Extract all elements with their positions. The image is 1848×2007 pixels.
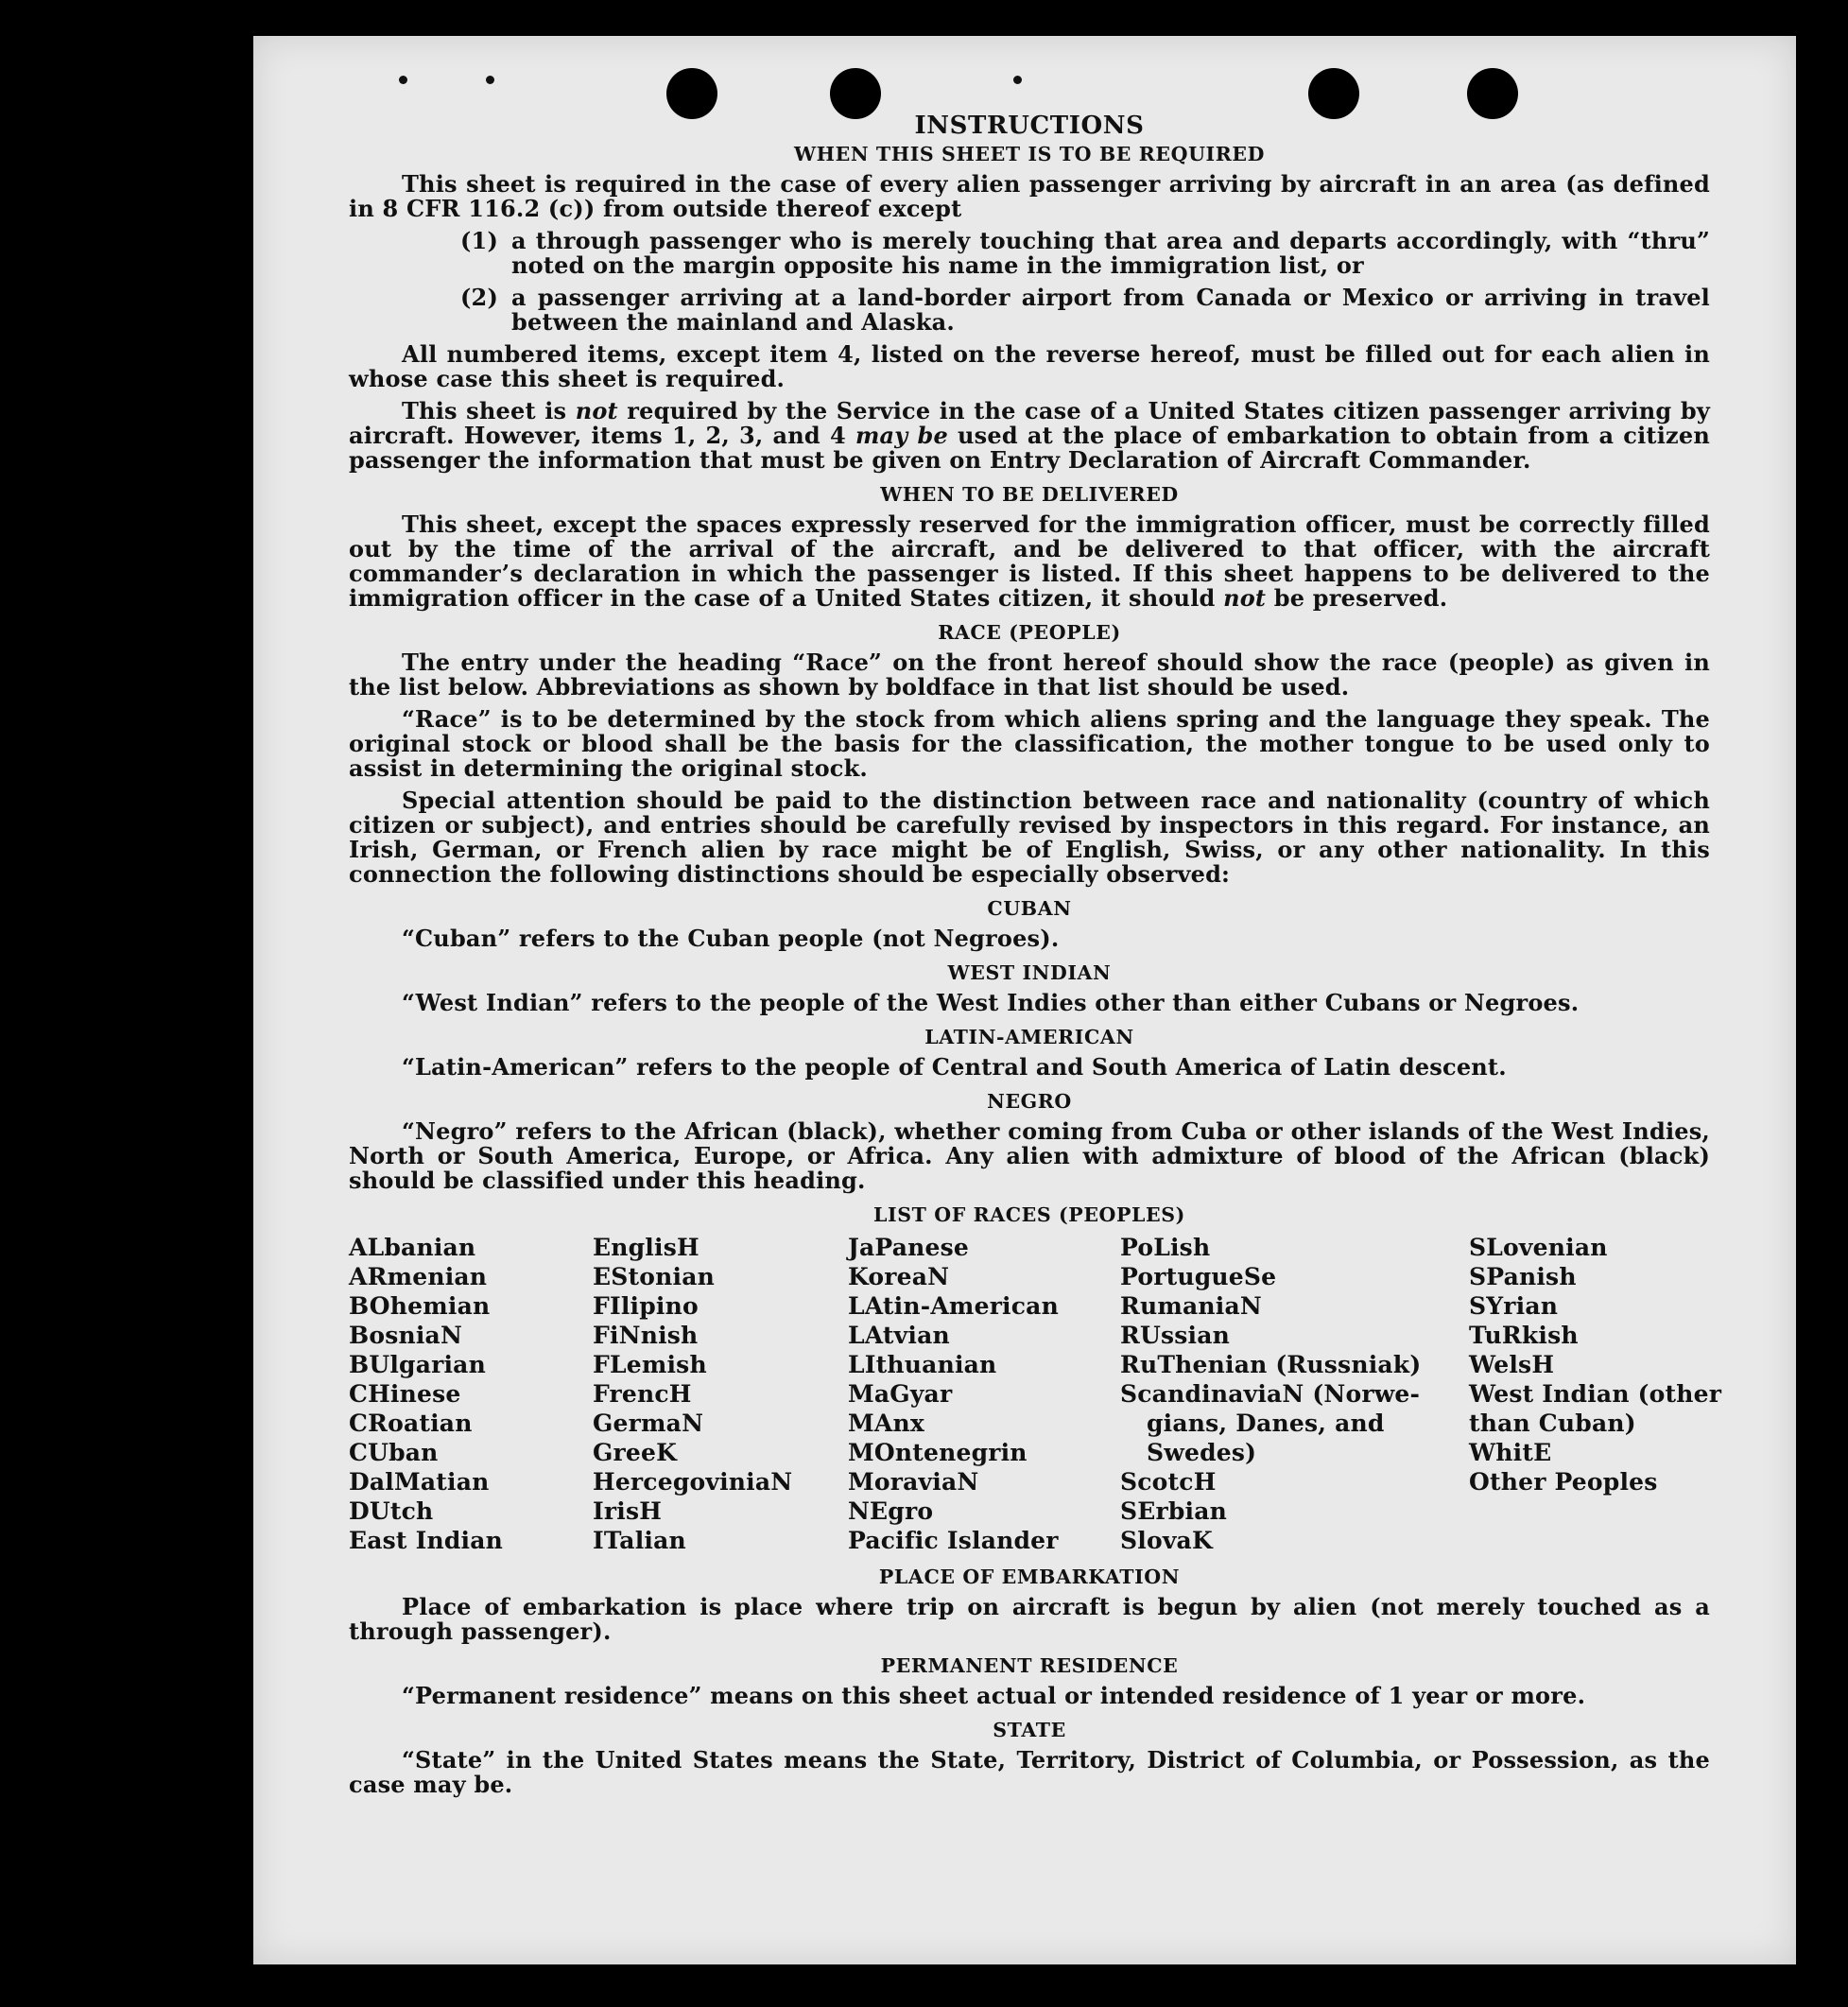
race-entry: LIthuanian bbox=[848, 1351, 997, 1378]
text-span: This sheet is bbox=[402, 397, 576, 424]
race-entry: MoraviaN bbox=[848, 1468, 979, 1496]
race-entry: IrisH bbox=[593, 1497, 663, 1525]
race-entry: TuRkish bbox=[1469, 1322, 1579, 1349]
race-entry: SYrian bbox=[1469, 1292, 1559, 1320]
race-entry: JaPanese bbox=[848, 1234, 970, 1261]
race-entry: Pacific Islander bbox=[848, 1527, 1059, 1554]
race-entry: FiNnish bbox=[593, 1322, 699, 1349]
item-number: (2) bbox=[460, 284, 499, 311]
paragraph: “Race” is to be determined by the stock from which aliens spring and the language they speak. The original stock or blood shall be the basis for the classification, the mother tongue to be used only to assist in determining the original stock. bbox=[349, 705, 1710, 782]
race-entry: SLovenian bbox=[1469, 1234, 1608, 1261]
emphasis: may be bbox=[855, 422, 948, 449]
race-entry: RumaniaN bbox=[1120, 1292, 1262, 1320]
text-span: This sheet, except the spaces expressly reserved for the immigration officer, must be correctly filled out by the time of the arrival of the aircraft, and be delivered to that officer, with the aircraft commander’s declaration in which the passenger is listed. If this sheet happens to be delivered to the immigration officer in the case of a United States citizen, it should bbox=[349, 510, 1710, 612]
race-entry: ScandinaviaN (Norwe- bbox=[1120, 1380, 1421, 1408]
emphasis: not bbox=[1223, 584, 1267, 612]
race-entry: GreeK bbox=[593, 1439, 678, 1466]
item-number: (1) bbox=[460, 227, 499, 254]
race-entry: than Cuban) bbox=[1469, 1410, 1636, 1437]
race-entry: FLemish bbox=[593, 1351, 707, 1378]
document-sheet bbox=[253, 36, 1796, 1964]
paragraph: Place of embarkation is place where trip on aircraft is begun by alien (not merely touched as a through passenger). bbox=[349, 1593, 1710, 1645]
paragraph: The entry under the heading “Race” on the front hereof should show the race (people) as given in the list below. Abbreviations as shown by boldface in that list should be used. bbox=[349, 649, 1710, 701]
race-entry: ARmenian bbox=[349, 1263, 488, 1290]
section-heading: LATIN-AMERICAN bbox=[924, 1026, 1134, 1048]
race-entry: Swedes) bbox=[1147, 1439, 1257, 1466]
section-heading: RACE (PEOPLE) bbox=[938, 621, 1121, 644]
races-column bbox=[593, 1233, 848, 1555]
races-column bbox=[1469, 1233, 1722, 1555]
page-title: INSTRUCTIONS bbox=[914, 112, 1145, 140]
section-heading: STATE bbox=[993, 1719, 1066, 1741]
race-entry: PoLish bbox=[1120, 1234, 1211, 1261]
race-entry: EnglisH bbox=[593, 1234, 699, 1261]
section-heading: WHEN THIS SHEET IS TO BE REQUIRED bbox=[794, 143, 1265, 165]
punch-dot bbox=[399, 76, 407, 84]
section-heading: NEGRO bbox=[987, 1090, 1072, 1113]
races-column bbox=[349, 1233, 593, 1555]
race-entry: SlovaK bbox=[1120, 1527, 1213, 1554]
races-list bbox=[349, 1233, 1722, 1555]
paragraph: All numbered items, except item 4, listed on the reverse hereof, must be filled out for each alien in whose case this sheet is required. bbox=[349, 340, 1710, 392]
race-entry: EStonian bbox=[593, 1263, 715, 1290]
race-entry: KoreaN bbox=[848, 1263, 950, 1290]
item-text: a through passenger who is merely touching that area and departs accordingly, with “thru” noted on the margin opposite his name in the immigration list, or bbox=[511, 227, 1710, 279]
races-column bbox=[1120, 1233, 1469, 1555]
race-entry: MOntenegrin bbox=[848, 1439, 1028, 1466]
race-entry: RUssian bbox=[1120, 1322, 1230, 1349]
race-entry: CUban bbox=[349, 1439, 439, 1466]
paragraph: Special attention should be paid to the distinction between race and nationality (country of which citizen or subject), and entries should be carefully revised by inspectors in this regard. For instance, an Irish, German, or French alien by race might be of English, Swiss, or any other nationality. In this connection the following distinctions should be especially observed: bbox=[349, 787, 1710, 888]
section-heading: PERMANENT RESIDENCE bbox=[880, 1654, 1179, 1677]
item-text: a passenger arriving at a land-border airport from Canada or Mexico or arriving in travel between the mainland and Alaska. bbox=[511, 284, 1710, 336]
race-entry: SErbian bbox=[1120, 1497, 1228, 1525]
section-heading: WHEN TO BE DELIVERED bbox=[880, 483, 1179, 506]
race-entry: MaGyar bbox=[848, 1380, 953, 1408]
race-entry: BUlgarian bbox=[349, 1351, 486, 1378]
section-heading: CUBAN bbox=[987, 897, 1072, 920]
paragraph: This sheet is required in the case of every alien passenger arriving by aircraft in an area (as defined in 8 CFR 116.2 (c)) from outside thereof except bbox=[349, 170, 1710, 222]
paragraph: “Negro” refers to the African (black), whether coming from Cuba or other islands of the West Indies, North or South America, Europe, or Africa. Any alien with admixture of blood of the African (black) should be classified under this heading. bbox=[349, 1117, 1710, 1194]
race-entry: SPanish bbox=[1469, 1263, 1577, 1290]
race-entry: DUtch bbox=[349, 1497, 434, 1525]
paragraph: “Latin-American” refers to the people of Central and South America of Latin descent. bbox=[402, 1053, 1507, 1081]
list-item bbox=[349, 229, 1710, 278]
text-span: used at the place of embarkation to obtain from a citizen passenger the information that must be given on Entry Declaration of Aircraft Commander. bbox=[349, 422, 1710, 474]
punch-dot bbox=[486, 76, 494, 84]
race-entry: West Indian (other bbox=[1469, 1380, 1722, 1408]
list-item bbox=[349, 285, 1710, 335]
race-entry: BOhemian bbox=[349, 1292, 491, 1320]
race-entry: ScotcH bbox=[1120, 1468, 1217, 1496]
instructions-content bbox=[349, 112, 1722, 1805]
race-entry: HercegoviniaN bbox=[593, 1468, 793, 1496]
race-entry: LAtvian bbox=[848, 1322, 950, 1349]
section-heading: WEST INDIAN bbox=[947, 961, 1112, 984]
paragraph: “Permanent residence” means on this sheet actual or intended residence of 1 year or more. bbox=[402, 1682, 1586, 1709]
section-heading: PLACE OF EMBARKATION bbox=[878, 1566, 1181, 1588]
paragraph: “West Indian” refers to the people of the West Indies other than either Cubans or Negroes. bbox=[402, 989, 1580, 1016]
race-entry: gians, Danes, and bbox=[1147, 1410, 1385, 1437]
text-span: be preserved. bbox=[1266, 584, 1448, 612]
race-entry: WelsH bbox=[1469, 1351, 1555, 1378]
paragraph bbox=[349, 512, 1710, 611]
punch-hole bbox=[830, 68, 881, 119]
race-entry: FIlipino bbox=[593, 1292, 699, 1320]
text-span: required by the Service in the case of a United States citizen passenger arriving by aircraft. However, items 1, 2, 3, and 4 bbox=[349, 397, 1710, 449]
race-entry: BosniaN bbox=[349, 1322, 463, 1349]
punch-dot bbox=[1013, 76, 1022, 84]
punch-hole bbox=[1308, 68, 1359, 119]
paragraph bbox=[349, 399, 1710, 473]
race-entry: CRoatian bbox=[349, 1410, 473, 1437]
races-column bbox=[848, 1233, 1120, 1555]
race-entry: ITalian bbox=[593, 1527, 686, 1554]
paragraph: “State” in the United States means the State, Territory, District of Columbia, or Possession, as the case may be. bbox=[349, 1746, 1710, 1798]
race-entry: WhitE bbox=[1469, 1439, 1552, 1466]
punch-hole bbox=[666, 68, 717, 119]
punch-hole bbox=[1467, 68, 1518, 119]
race-entry: GermaN bbox=[593, 1410, 704, 1437]
race-entry: ALbanian bbox=[349, 1234, 476, 1261]
race-entry: LAtin-American bbox=[848, 1292, 1059, 1320]
race-entry: Other Peoples bbox=[1469, 1468, 1658, 1496]
race-entry: CHinese bbox=[349, 1380, 461, 1408]
race-entry: DalMatian bbox=[349, 1468, 490, 1496]
race-entry: PortugueSe bbox=[1120, 1263, 1277, 1290]
race-entry: East Indian bbox=[349, 1527, 504, 1554]
race-entry: RuThenian (Russniak) bbox=[1120, 1351, 1422, 1378]
paragraph: “Cuban” refers to the Cuban people (not Negroes). bbox=[402, 925, 1060, 952]
race-entry: NEgro bbox=[848, 1497, 934, 1525]
emphasis: not bbox=[575, 397, 618, 424]
race-entry: MAnx bbox=[848, 1410, 924, 1437]
race-entry: FrencH bbox=[593, 1380, 692, 1408]
section-heading: LIST OF RACES (PEOPLES) bbox=[873, 1203, 1185, 1226]
